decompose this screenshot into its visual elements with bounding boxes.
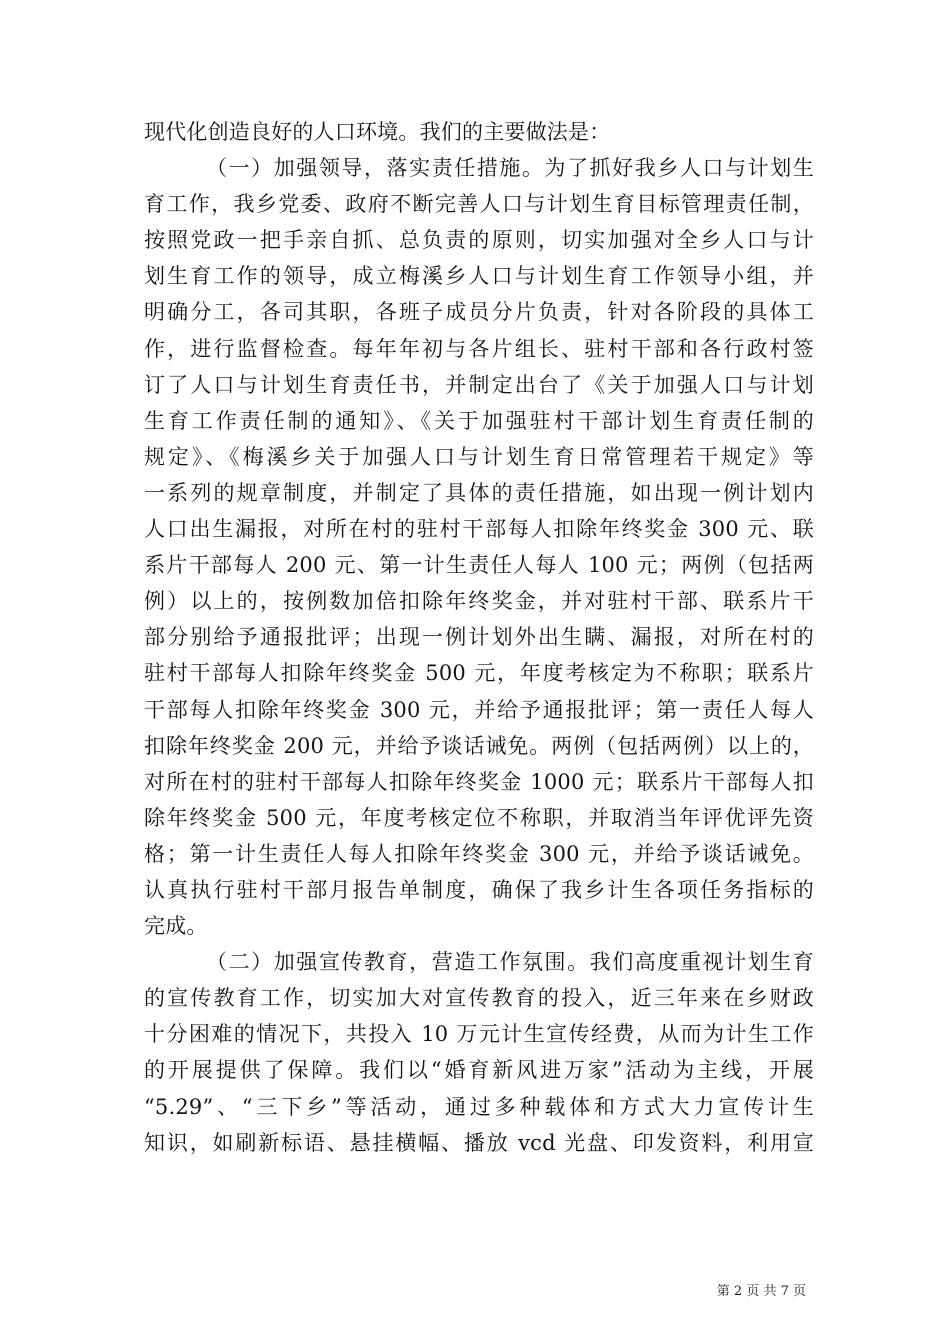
text-line: 划生育工作的领导，成立梅溪乡人口与计划生育工作领导小组，并 <box>144 264 814 289</box>
text-line: 系片干部每人 200 元、第一计生责任人每人 100 元；两例（包括两 <box>144 553 814 578</box>
document-body <box>144 114 814 1161</box>
text-line: 育工作，我乡党委、政府不断完善人口与计划生育目标管理责任制， <box>144 192 814 217</box>
text-line: 认真执行驻村干部月报告单制度，确保了我乡计生各项任务指标的 <box>144 877 814 902</box>
text-line: 扣除年终奖金 200 元，并给予谈话诫免。两例（包括两例）以上的， <box>144 733 814 758</box>
text-line: 干部每人扣除年终奖金 300 元，并给予通报批评；第一责任人每人 <box>144 697 814 722</box>
text-line: “5.29”、“三下乡”等活动，通过多种载体和方式大力宣传计生 <box>144 1094 814 1119</box>
text-line: 部分别给予通报批评；出现一例计划外出生瞒、漏报，对所在村的 <box>144 625 814 650</box>
text-line: 按照党政一把手亲自抓、总负责的原则，切实加强对全乡人口与计 <box>144 228 814 253</box>
text-line: 例）以上的，按例数加倍扣除年终奖金，并对驻村干部、联系片干 <box>144 589 814 614</box>
page-footer <box>0 1280 806 1299</box>
text-line: 订了人口与计划生育责任书，并制定出台了《关于加强人口与计划 <box>144 372 814 397</box>
text-line: 的宣传教育工作，切实加大对宣传教育的投入，近三年来在乡财政 <box>144 986 814 1011</box>
text-line: 完成。 <box>144 914 208 939</box>
text-line: 生育工作责任制的通知》、《关于加强驻村干部计划生育责任制的 <box>144 408 814 433</box>
text-line: 除年终奖金 500 元，年度考核定位不称职，并取消当年评优评先资 <box>144 805 814 830</box>
text-line: 知识，如刷新标语、悬挂横幅、播放 vcd 光盘、印发资料，利用宣 <box>144 1130 814 1155</box>
page-number-label: 第 2 页 共 7 页 <box>716 1284 806 1299</box>
text-line: 一系列的规章制度，并制定了具体的责任措施，如出现一例计划内 <box>144 480 814 505</box>
text-line: 十分困难的情况下，共投入 10 万元计生宣传经费，从而为计生工作 <box>144 1022 814 1047</box>
text-line: 规定》、《梅溪乡关于加强人口与计划生育日常管理若干规定》等 <box>144 444 814 469</box>
text-line: 明确分工，各司其职，各班子成员分片负责，针对各阶段的具体工 <box>144 300 814 325</box>
text-line: 格；第一计生责任人每人扣除年终奖金 300 元，并给予谈话诫免。 <box>144 841 814 866</box>
text-line: 人口出生漏报，对所在村的驻村干部每人扣除年终奖金 300 元、联 <box>144 517 814 542</box>
section-heading-line: （二）加强宣传教育，营造工作氛围。我们高度重视计划生育 <box>206 950 814 975</box>
text-line: 驻村干部每人扣除年终奖金 500 元，年度考核定为不称职；联系片 <box>144 661 814 686</box>
text-line: 的开展提供了保障。我们以“婚育新风进万家”活动为主线，开展 <box>144 1058 814 1083</box>
text-line: 现代化创造良好的人口环境。我们的主要做法是： <box>144 120 611 144</box>
text-line: 作，进行监督检查。每年年初与各片组长、驻村干部和各行政村签 <box>144 336 814 361</box>
text-line: 对所在村的驻村干部每人扣除年终奖金 1000 元；联系片干部每人扣 <box>144 769 814 794</box>
section-heading-line: （一）加强领导，落实责任措施。为了抓好我乡人口与计划生 <box>206 156 814 181</box>
